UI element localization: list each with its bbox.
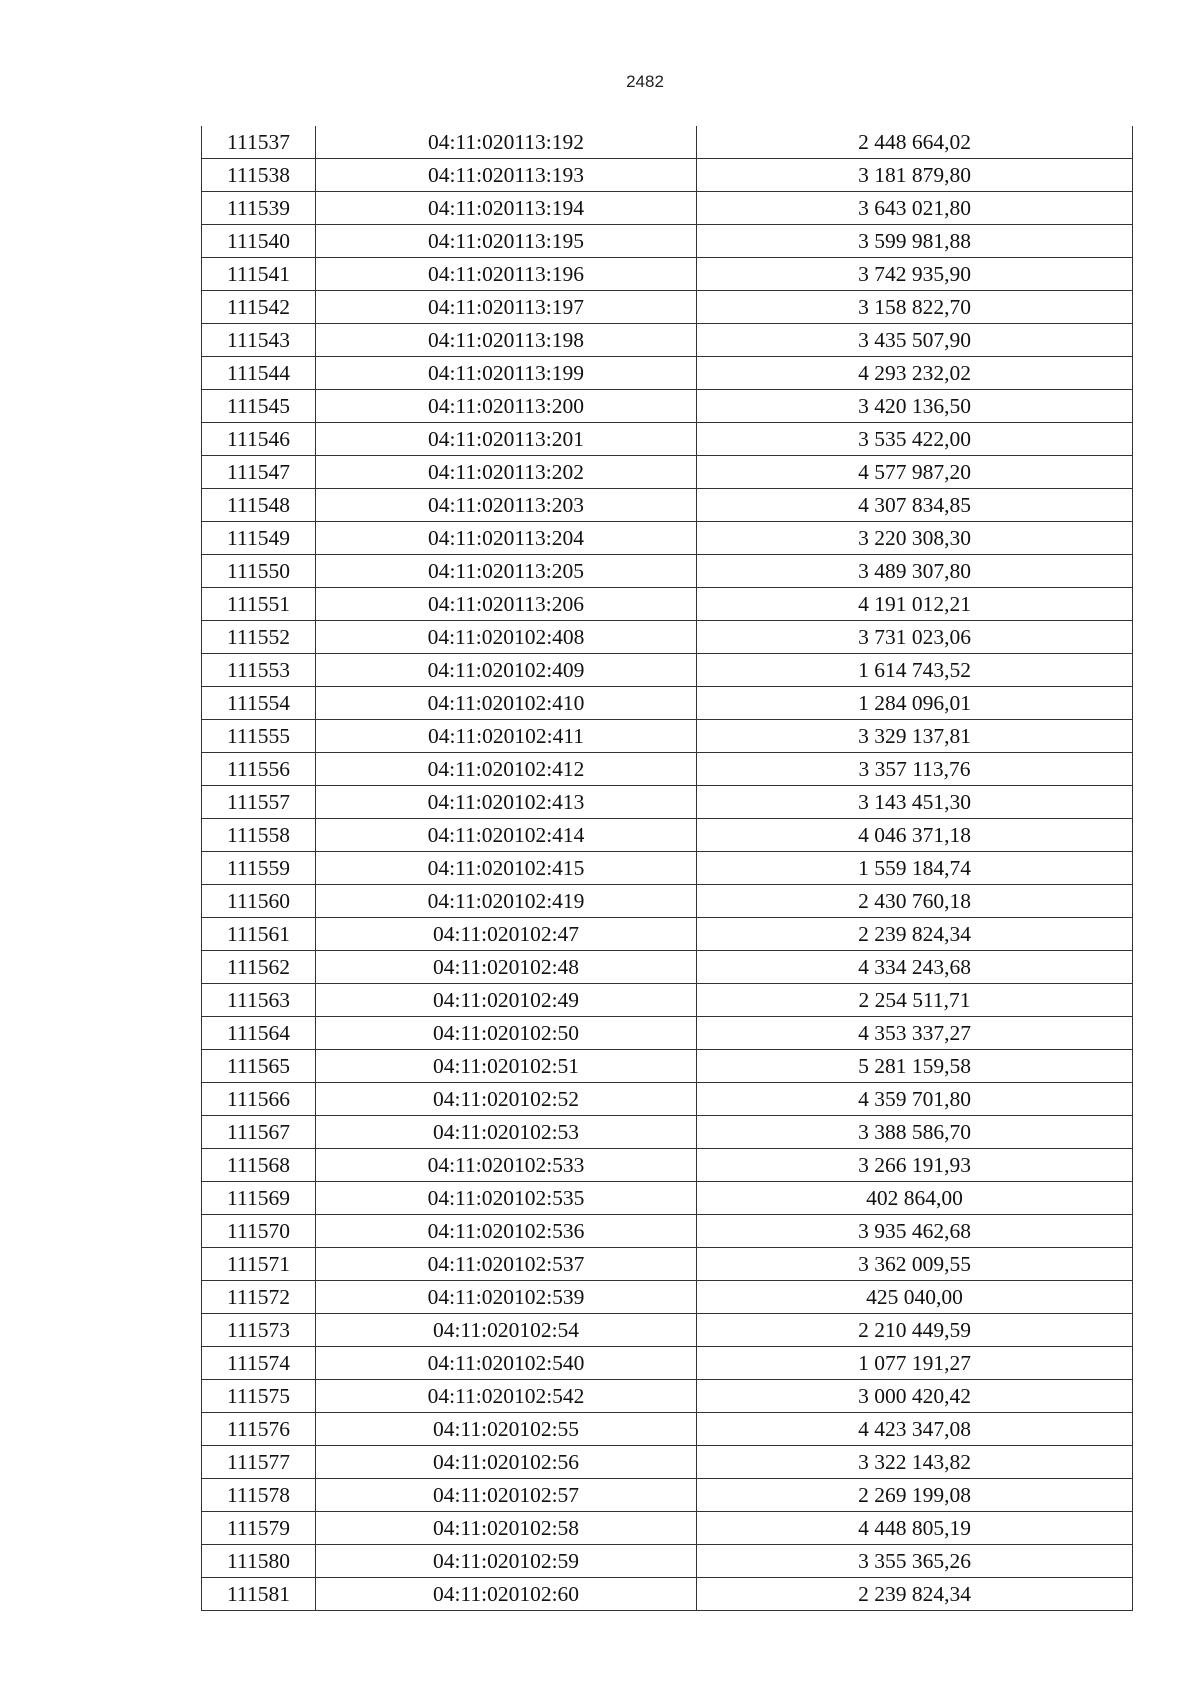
table-row — [202, 1149, 1133, 1182]
cadastral-value-cell: 1 614 743,52 — [697, 654, 1133, 687]
row-number-cell: 111540 — [202, 225, 316, 258]
cadastral-number-cell: 04:11:020102:48 — [316, 951, 697, 984]
row-number-cell: 111543 — [202, 324, 316, 357]
table-row — [202, 225, 1133, 258]
cadastral-value-cell: 2 210 449,59 — [697, 1314, 1133, 1347]
row-number-cell: 111581 — [202, 1578, 316, 1611]
cadastral-number-cell: 04:11:020113:198 — [316, 324, 697, 357]
cadastral-number-cell: 04:11:020102:55 — [316, 1413, 697, 1446]
cadastral-number-cell: 04:11:020102:60 — [316, 1578, 697, 1611]
table-row — [202, 1050, 1133, 1083]
cadastral-value-cell: 2 269 199,08 — [697, 1479, 1133, 1512]
table-row — [202, 885, 1133, 918]
cadastral-number-cell: 04:11:020113:202 — [316, 456, 697, 489]
table-row — [202, 423, 1133, 456]
cadastral-value-cell: 1 284 096,01 — [697, 687, 1133, 720]
row-number-cell: 111571 — [202, 1248, 316, 1281]
cadastral-number-cell: 04:11:020102:409 — [316, 654, 697, 687]
cadastral-value-cell: 3 266 191,93 — [697, 1149, 1133, 1182]
table-body — [202, 126, 1133, 1611]
row-number-cell: 111537 — [202, 126, 316, 159]
table-row — [202, 1215, 1133, 1248]
table-row — [202, 1446, 1133, 1479]
row-number-cell: 111561 — [202, 918, 316, 951]
cadastral-value-cell: 4 577 987,20 — [697, 456, 1133, 489]
row-number-cell: 111541 — [202, 258, 316, 291]
cadastral-number-cell: 04:11:020102:537 — [316, 1248, 697, 1281]
cadastral-number-cell: 04:11:020102:50 — [316, 1017, 697, 1050]
row-number-cell: 111539 — [202, 192, 316, 225]
cadastral-number-cell: 04:11:020102:539 — [316, 1281, 697, 1314]
cadastral-value-cell: 5 281 159,58 — [697, 1050, 1133, 1083]
table-row — [202, 1017, 1133, 1050]
cadastral-number-cell: 04:11:020113:200 — [316, 390, 697, 423]
cadastral-value-cell: 4 423 347,08 — [697, 1413, 1133, 1446]
cadastral-value-cell: 4 359 701,80 — [697, 1083, 1133, 1116]
row-number-cell: 111574 — [202, 1347, 316, 1380]
table-row — [202, 1182, 1133, 1215]
row-number-cell: 111558 — [202, 819, 316, 852]
table-row — [202, 192, 1133, 225]
cadastral-value-cell: 4 046 371,18 — [697, 819, 1133, 852]
cadastral-value-cell: 3 535 422,00 — [697, 423, 1133, 456]
table-row — [202, 654, 1133, 687]
cadastral-value-cell: 3 158 822,70 — [697, 291, 1133, 324]
row-number-cell: 111565 — [202, 1050, 316, 1083]
cadastral-value-cell: 4 353 337,27 — [697, 1017, 1133, 1050]
row-number-cell: 111579 — [202, 1512, 316, 1545]
table-row — [202, 984, 1133, 1017]
row-number-cell: 111550 — [202, 555, 316, 588]
table-row — [202, 819, 1133, 852]
row-number-cell: 111547 — [202, 456, 316, 489]
row-number-cell: 111538 — [202, 159, 316, 192]
table-row — [202, 1380, 1133, 1413]
row-number-cell: 111564 — [202, 1017, 316, 1050]
row-number-cell: 111577 — [202, 1446, 316, 1479]
row-number-cell: 111569 — [202, 1182, 316, 1215]
cadastral-value-cell: 3 181 879,80 — [697, 159, 1133, 192]
row-number-cell: 111548 — [202, 489, 316, 522]
table-row — [202, 1578, 1133, 1611]
table-row — [202, 489, 1133, 522]
cadastral-number-cell: 04:11:020113:205 — [316, 555, 697, 588]
table-row — [202, 951, 1133, 984]
cadastral-value-cell: 3 357 113,76 — [697, 753, 1133, 786]
table-row — [202, 456, 1133, 489]
cadastral-value-cell: 1 077 191,27 — [697, 1347, 1133, 1380]
table-row — [202, 621, 1133, 654]
row-number-cell: 111557 — [202, 786, 316, 819]
cadastral-value-cell: 3 329 137,81 — [697, 720, 1133, 753]
cadastral-value-cell: 3 742 935,90 — [697, 258, 1133, 291]
cadastral-number-cell: 04:11:020102:51 — [316, 1050, 697, 1083]
cadastral-number-cell: 04:11:020102:542 — [316, 1380, 697, 1413]
cadastral-value-cell: 3 489 307,80 — [697, 555, 1133, 588]
cadastral-value-cell: 2 239 824,34 — [697, 918, 1133, 951]
table-row — [202, 291, 1133, 324]
table-row — [202, 687, 1133, 720]
cadastral-number-cell: 04:11:020113:196 — [316, 258, 697, 291]
table-row — [202, 324, 1133, 357]
cadastral-value-cell: 4 191 012,21 — [697, 588, 1133, 621]
cadastral-number-cell: 04:11:020113:193 — [316, 159, 697, 192]
cadastral-value-cell: 425 040,00 — [697, 1281, 1133, 1314]
row-number-cell: 111542 — [202, 291, 316, 324]
cadastral-number-cell: 04:11:020102:54 — [316, 1314, 697, 1347]
table-row — [202, 1413, 1133, 1446]
table-row — [202, 1248, 1133, 1281]
row-number-cell: 111559 — [202, 852, 316, 885]
cadastral-value-cell: 3 643 021,80 — [697, 192, 1133, 225]
table-row — [202, 1314, 1133, 1347]
row-number-cell: 111580 — [202, 1545, 316, 1578]
cadastral-number-cell: 04:11:020102:59 — [316, 1545, 697, 1578]
cadastral-value-cell: 3 599 981,88 — [697, 225, 1133, 258]
table-row — [202, 258, 1133, 291]
cadastral-number-cell: 04:11:020102:419 — [316, 885, 697, 918]
cadastral-number-cell: 04:11:020113:206 — [316, 588, 697, 621]
row-number-cell: 111549 — [202, 522, 316, 555]
cadastral-value-table-container — [201, 126, 1133, 1611]
cadastral-number-cell: 04:11:020102:535 — [316, 1182, 697, 1215]
cadastral-value-cell: 3 220 308,30 — [697, 522, 1133, 555]
cadastral-value-cell: 3 731 023,06 — [697, 621, 1133, 654]
row-number-cell: 111567 — [202, 1116, 316, 1149]
row-number-cell: 111575 — [202, 1380, 316, 1413]
cadastral-value-cell: 3 935 462,68 — [697, 1215, 1133, 1248]
cadastral-value-cell: 4 448 805,19 — [697, 1512, 1133, 1545]
table-row — [202, 1116, 1133, 1149]
cadastral-number-cell: 04:11:020102:58 — [316, 1512, 697, 1545]
cadastral-value-cell: 4 307 834,85 — [697, 489, 1133, 522]
table-row — [202, 126, 1133, 159]
row-number-cell: 111562 — [202, 951, 316, 984]
cadastral-value-cell: 3 435 507,90 — [697, 324, 1133, 357]
cadastral-number-cell: 04:11:020113:197 — [316, 291, 697, 324]
cadastral-value-cell: 2 430 760,18 — [697, 885, 1133, 918]
cadastral-value-cell: 402 864,00 — [697, 1182, 1133, 1215]
table-row — [202, 1479, 1133, 1512]
cadastral-value-cell: 3 355 365,26 — [697, 1545, 1133, 1578]
table-row — [202, 1281, 1133, 1314]
row-number-cell: 111560 — [202, 885, 316, 918]
table-row — [202, 852, 1133, 885]
row-number-cell: 111576 — [202, 1413, 316, 1446]
cadastral-number-cell: 04:11:020102:415 — [316, 852, 697, 885]
cadastral-value-cell: 3 000 420,42 — [697, 1380, 1133, 1413]
cadastral-value-cell: 1 559 184,74 — [697, 852, 1133, 885]
cadastral-value-cell: 3 322 143,82 — [697, 1446, 1133, 1479]
row-number-cell: 111555 — [202, 720, 316, 753]
cadastral-value-cell: 3 362 009,55 — [697, 1248, 1133, 1281]
cadastral-number-cell: 04:11:020113:192 — [316, 126, 697, 159]
page-number: 2482 — [626, 72, 664, 91]
table-row — [202, 1545, 1133, 1578]
row-number-cell: 111573 — [202, 1314, 316, 1347]
cadastral-number-cell: 04:11:020113:199 — [316, 357, 697, 390]
table-row — [202, 753, 1133, 786]
cadastral-value-cell: 4 293 232,02 — [697, 357, 1133, 390]
cadastral-number-cell: 04:11:020102:57 — [316, 1479, 697, 1512]
cadastral-value-cell: 3 143 451,30 — [697, 786, 1133, 819]
cadastral-number-cell: 04:11:020102:56 — [316, 1446, 697, 1479]
row-number-cell: 111544 — [202, 357, 316, 390]
table-row — [202, 1512, 1133, 1545]
cadastral-value-cell: 2 448 664,02 — [697, 126, 1133, 159]
cadastral-value-cell: 3 388 586,70 — [697, 1116, 1133, 1149]
cadastral-value-cell: 3 420 136,50 — [697, 390, 1133, 423]
table-row — [202, 786, 1133, 819]
cadastral-number-cell: 04:11:020102:536 — [316, 1215, 697, 1248]
cadastral-number-cell: 04:11:020102:533 — [316, 1149, 697, 1182]
table-row — [202, 522, 1133, 555]
cadastral-number-cell: 04:11:020102:408 — [316, 621, 697, 654]
row-number-cell: 111552 — [202, 621, 316, 654]
cadastral-number-cell: 04:11:020102:49 — [316, 984, 697, 1017]
row-number-cell: 111572 — [202, 1281, 316, 1314]
row-number-cell: 111566 — [202, 1083, 316, 1116]
cadastral-number-cell: 04:11:020102:52 — [316, 1083, 697, 1116]
row-number-cell: 111563 — [202, 984, 316, 1017]
table-row — [202, 357, 1133, 390]
table-row — [202, 390, 1133, 423]
table-row — [202, 1347, 1133, 1380]
table-row — [202, 720, 1133, 753]
row-number-cell: 111556 — [202, 753, 316, 786]
row-number-cell: 111553 — [202, 654, 316, 687]
table-row — [202, 555, 1133, 588]
table-row — [202, 588, 1133, 621]
cadastral-value-cell: 2 254 511,71 — [697, 984, 1133, 1017]
cadastral-value-cell: 4 334 243,68 — [697, 951, 1133, 984]
cadastral-value-cell: 2 239 824,34 — [697, 1578, 1133, 1611]
cadastral-number-cell: 04:11:020113:195 — [316, 225, 697, 258]
cadastral-number-cell: 04:11:020102:410 — [316, 687, 697, 720]
row-number-cell: 111568 — [202, 1149, 316, 1182]
cadastral-number-cell: 04:11:020102:540 — [316, 1347, 697, 1380]
cadastral-value-table — [201, 126, 1133, 1611]
cadastral-number-cell: 04:11:020113:201 — [316, 423, 697, 456]
cadastral-number-cell: 04:11:020113:194 — [316, 192, 697, 225]
table-row — [202, 1083, 1133, 1116]
cadastral-number-cell: 04:11:020113:203 — [316, 489, 697, 522]
cadastral-number-cell: 04:11:020102:47 — [316, 918, 697, 951]
row-number-cell: 111554 — [202, 687, 316, 720]
row-number-cell: 111570 — [202, 1215, 316, 1248]
row-number-cell: 111546 — [202, 423, 316, 456]
cadastral-number-cell: 04:11:020113:204 — [316, 522, 697, 555]
table-row — [202, 159, 1133, 192]
row-number-cell: 111545 — [202, 390, 316, 423]
cadastral-number-cell: 04:11:020102:411 — [316, 720, 697, 753]
row-number-cell: 111551 — [202, 588, 316, 621]
cadastral-number-cell: 04:11:020102:413 — [316, 786, 697, 819]
cadastral-number-cell: 04:11:020102:414 — [316, 819, 697, 852]
table-row — [202, 918, 1133, 951]
cadastral-number-cell: 04:11:020102:53 — [316, 1116, 697, 1149]
row-number-cell: 111578 — [202, 1479, 316, 1512]
cadastral-number-cell: 04:11:020102:412 — [316, 753, 697, 786]
